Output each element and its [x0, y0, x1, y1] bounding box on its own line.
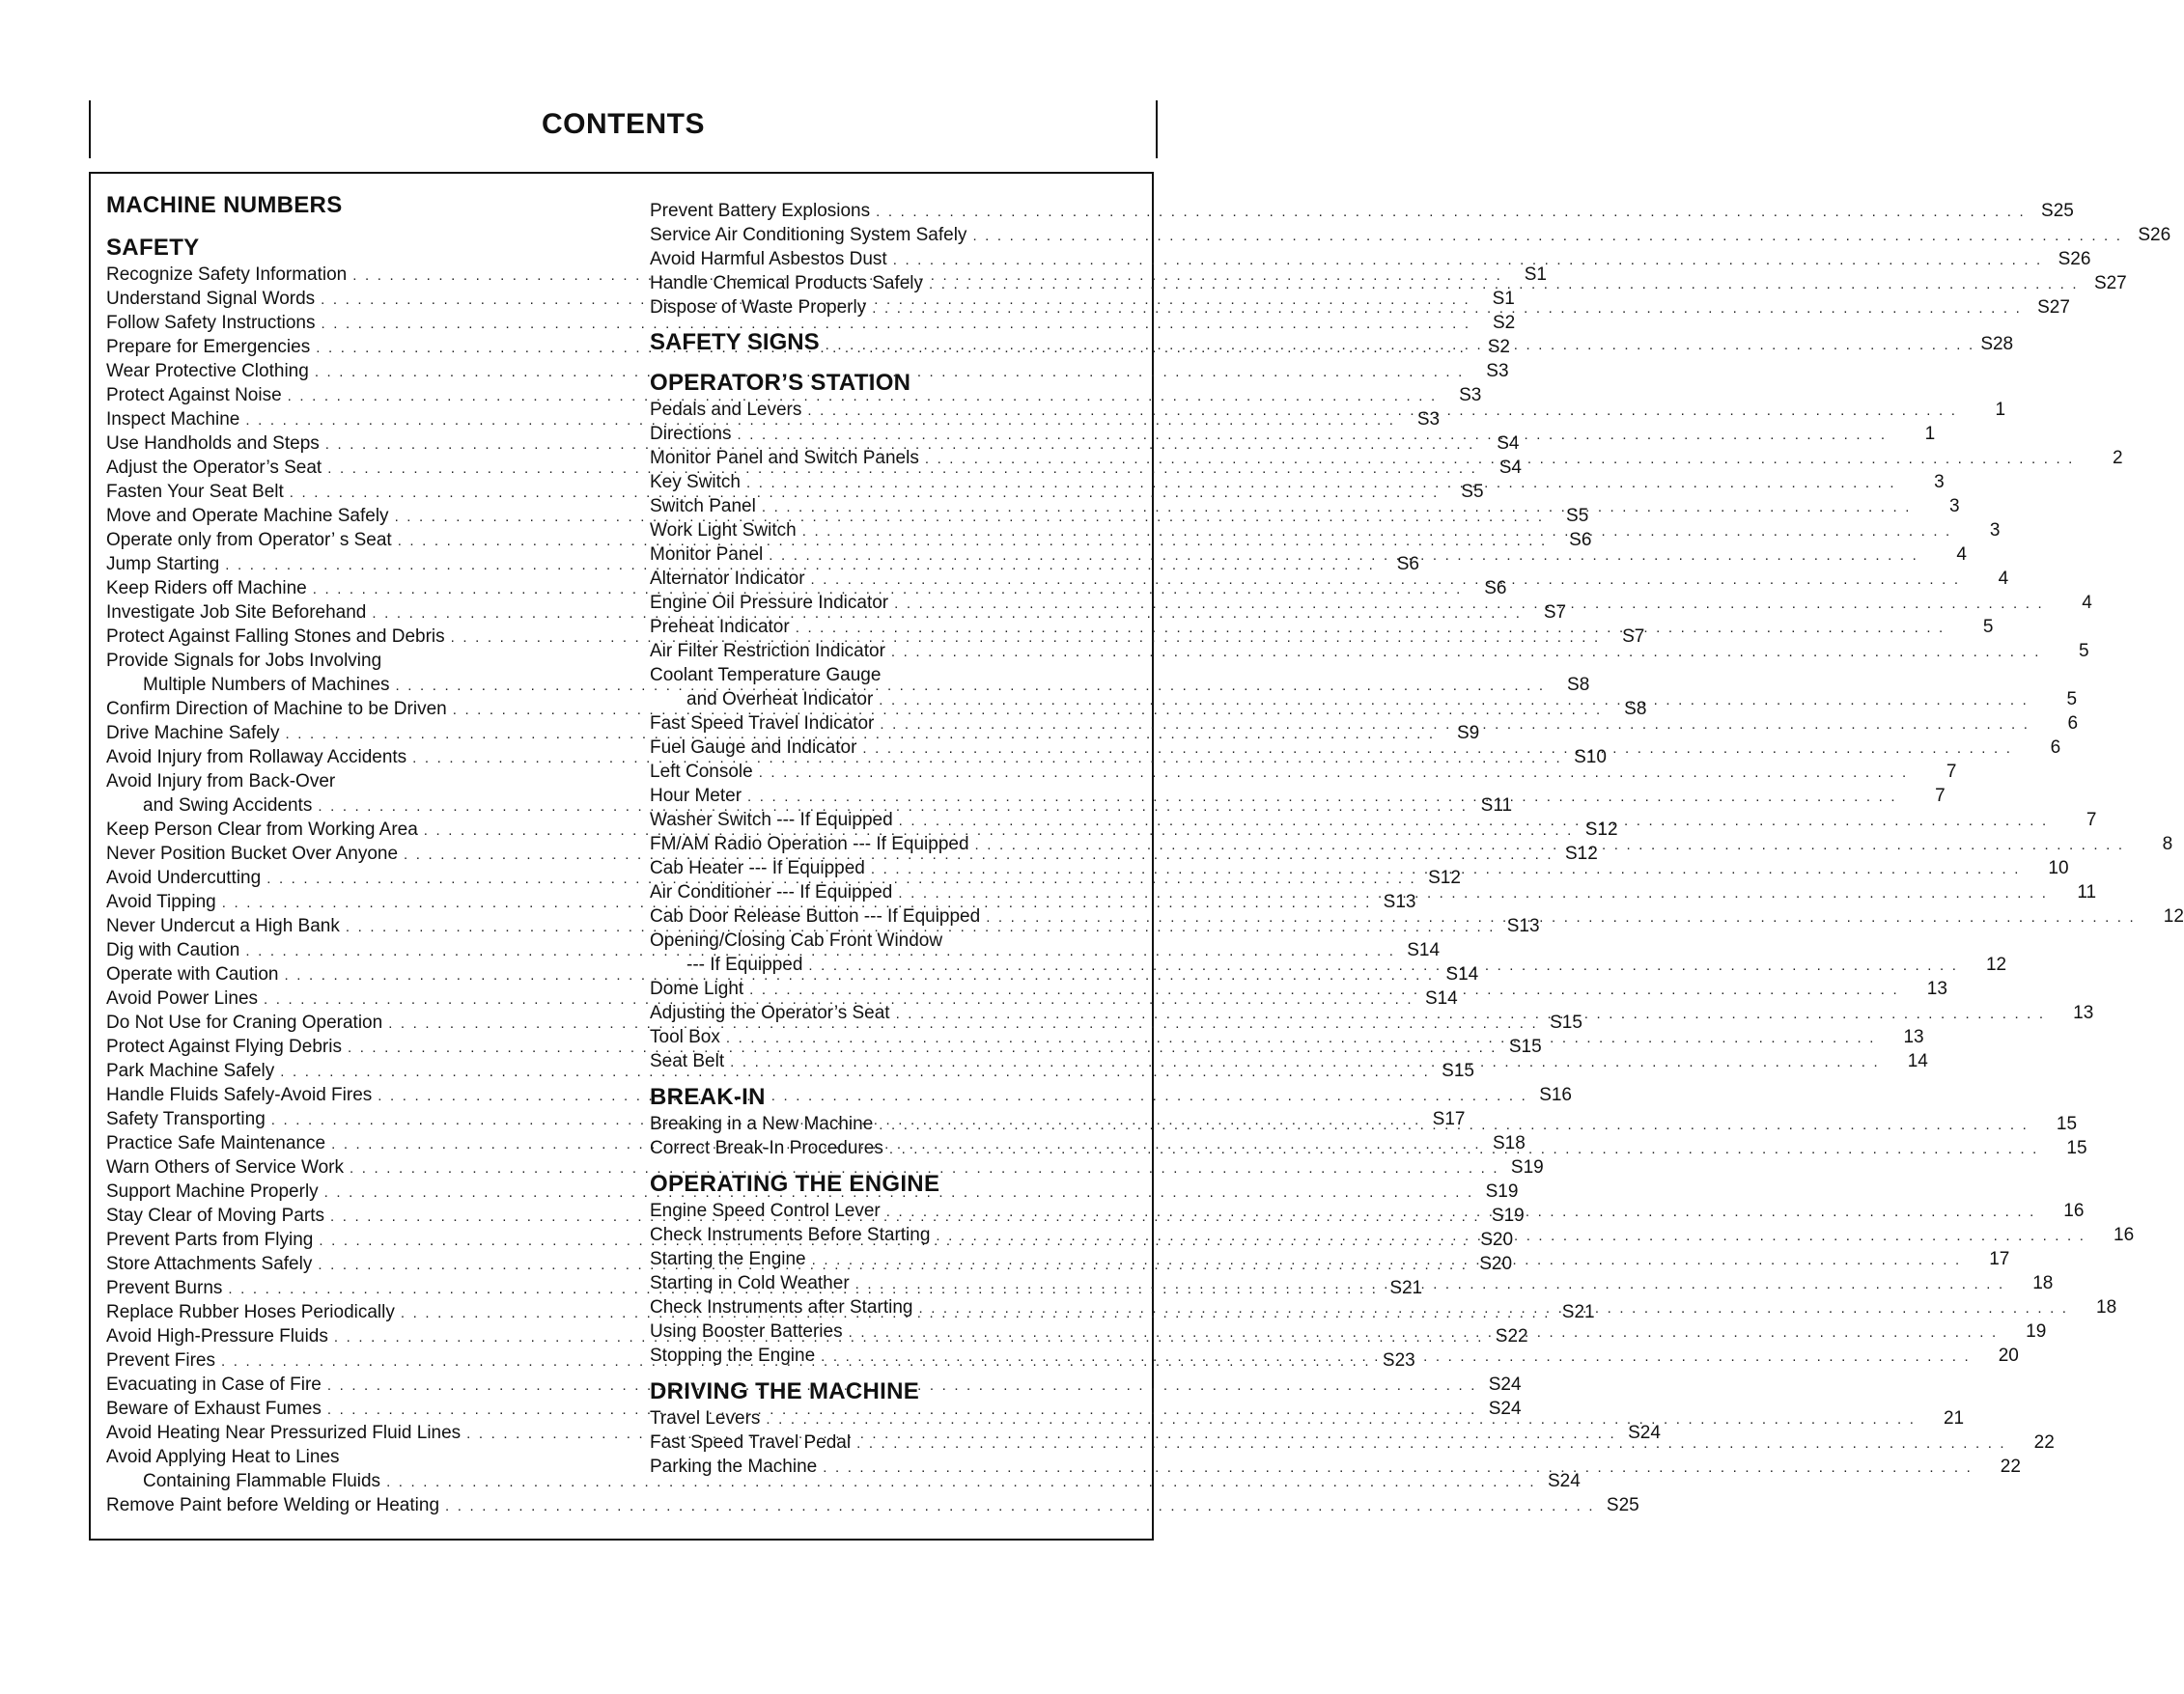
toc-entry-page: S24 [1488, 1375, 1522, 1395]
toc-entry-label[interactable]: Coolant Temperature Gauge [650, 665, 882, 685]
toc-entry-label: Starting in Cold Weather [650, 1273, 850, 1293]
toc-entry-page: S20 [1480, 1230, 1514, 1250]
toc-entry-page: 5 [2079, 641, 2089, 661]
toc-entry-label: Understand Signal Words [106, 289, 316, 309]
toc-entry-page: 13 [2073, 1003, 2094, 1023]
toc-entry-label[interactable]: Avoid Applying Heat to Lines [106, 1447, 340, 1467]
toc-entry-page: S8 [1567, 675, 1590, 695]
toc-entry-label: Air Conditioner --- If Equipped [650, 882, 893, 903]
toc-entry-label: Containing Flammable Fluids [143, 1471, 381, 1491]
dot-leader [812, 1248, 1962, 1272]
dot-leader [879, 688, 2029, 712]
dot-leader [802, 519, 1952, 543]
toc-entry-label: Parking the Machine [650, 1457, 818, 1477]
toc-entry-page: 13 [1926, 979, 1947, 999]
toc-entry-label: Prevent Parts from Flying [106, 1230, 314, 1250]
toc-entry-label: Jump Starting [106, 554, 220, 574]
toc-entry-page: 10 [2048, 858, 2069, 878]
toc-entry-page: S26 [2058, 249, 2091, 269]
dot-leader [862, 736, 2012, 761]
toc-entry-page: 3 [1989, 520, 2001, 541]
toc-entry-page: 12 [2163, 906, 2184, 927]
dot-leader [894, 592, 2044, 616]
toc-entry-page: S9 [1457, 723, 1480, 743]
toc-entry-label: Practice Safe Maintenance [106, 1133, 326, 1153]
toc-entry-page: S17 [1432, 1109, 1466, 1129]
toc-entry-label: Check Instruments after Starting [650, 1297, 913, 1318]
toc-entry-label: Fast Speed Travel Pedal [650, 1432, 852, 1453]
toc-entry-label: Avoid Heating Near Pressurized Fluid Lines [106, 1423, 462, 1443]
toc-entry-page: S26 [2138, 225, 2171, 245]
toc-entry-page: 7 [1946, 762, 1957, 782]
toc-entry-page: S25 [2041, 201, 2074, 221]
toc-entry-page: S3 [1486, 361, 1509, 381]
toc-entry-page: S18 [1492, 1133, 1526, 1153]
toc-entry-page: 5 [2066, 689, 2078, 709]
toc-entry-label: Left Console [650, 762, 753, 782]
toc-entry-label: Prevent Burns [106, 1278, 223, 1298]
toc-entry-page: S14 [1407, 940, 1441, 960]
toc-entry-remove-paint-before-welding-or-heating[interactable] [106, 1493, 1639, 1517]
toc-entry-label: Drive Machine Safely [106, 723, 280, 743]
toc-entry-label: Monitor Panel and Switch Panels [650, 448, 919, 468]
toc-entry-page: S6 [1569, 530, 1592, 550]
toc-entry-label: Fasten Your Seat Belt [106, 482, 284, 502]
dot-leader [872, 296, 2022, 320]
toc-entry-label: Alternator Indicator [650, 569, 805, 589]
dot-leader [889, 1137, 2039, 1161]
toc-entry-page: 7 [1935, 786, 1946, 806]
toc-entry-label: Operate with Caution [106, 964, 279, 985]
toc-entry-label: Washer Switch --- If Equipped [650, 810, 893, 830]
toc-entry-label: Monitor Panel [650, 544, 764, 565]
dot-leader [986, 905, 2136, 930]
toc-entry-label: Warn Others of Service Work [106, 1157, 345, 1178]
toc-entry-page: 6 [2050, 737, 2061, 758]
toc-entry-label: Prepare for Emergencies [106, 337, 311, 357]
dot-leader [826, 333, 1975, 357]
toc-entry-page: 1 [1924, 424, 1936, 444]
dot-leader [726, 1026, 1876, 1050]
toc-entry-label: Store Attachments Safely [106, 1254, 313, 1274]
toc-entry-label: Park Machine Safely [106, 1061, 275, 1081]
toc-entry-follow-safety-instructions[interactable] [106, 311, 1516, 335]
toc-entry-page: S15 [1442, 1061, 1474, 1081]
dot-leader [879, 1113, 2029, 1137]
dot-leader [876, 200, 2026, 224]
toc-entry-label: Move and Operate Machine Safely [106, 506, 389, 526]
toc-entry-label: Avoid Power Lines [106, 988, 259, 1009]
dot-leader [886, 1200, 2036, 1224]
toc-entry-label: Confirm Direction of Machine to be Driven [106, 699, 447, 719]
section-heading-driving-the-machine: DRIVING THE MACHINE [650, 1378, 920, 1404]
toc-entry-page: S3 [1416, 409, 1441, 430]
toc-entry-label: Engine Oil Pressure Indicator [650, 593, 889, 613]
toc-entry-label: Key Switch [650, 472, 741, 492]
dot-leader [759, 761, 1909, 785]
toc-entry-label: Correct Break-In Procedures [650, 1138, 883, 1158]
toc-entry-page: S15 [1508, 1037, 1542, 1057]
toc-entry-label: Protect Against Noise [106, 385, 282, 405]
toc-entry-page: 18 [2032, 1273, 2054, 1293]
dot-leader [730, 1050, 1880, 1074]
toc-entry-page: S12 [1584, 819, 1618, 840]
toc-entry-page: S3 [1459, 385, 1482, 405]
dot-leader [821, 1345, 1971, 1369]
toc-entry-label: Using Booster Batteries [650, 1321, 843, 1342]
toc-entry-avoid-applying-heat-to-lines[interactable] [106, 1469, 1581, 1493]
toc-entry-page: 16 [2114, 1225, 2135, 1245]
toc-entry-label: Service Air Conditioning System Safely [650, 225, 967, 245]
toc-entry-label: Avoid Undercutting [106, 868, 262, 888]
toc-entry-page: S19 [1491, 1206, 1525, 1226]
toc-entry-label: Adjust the Operator’s Seat [106, 458, 322, 478]
toc-entry-page: S20 [1479, 1254, 1513, 1274]
toc-entry-label: Avoid Harmful Asbestos Dust [650, 249, 887, 269]
toc-entry-label: Investigate Job Site Beforehand [106, 602, 367, 623]
toc-entry-label: Never Undercut a High Bank [106, 916, 340, 936]
toc-entry-page: S19 [1485, 1181, 1519, 1202]
toc-entry-label: Protect Against Falling Stones and Debris [106, 626, 445, 647]
toc-entry-page: S6 [1396, 554, 1419, 574]
toc-entry-label: Handle Fluids Safely-Avoid Fires [106, 1085, 373, 1105]
toc-entry-page: 13 [1903, 1027, 1924, 1047]
toc-entry-label: Prevent Fires [106, 1350, 215, 1371]
toc-entry-avoid-harmful-asbestos-dust[interactable] [650, 247, 2091, 271]
toc-entry-label[interactable]: Provide Signals for Jobs Involving [106, 651, 382, 671]
dot-leader [747, 785, 1897, 809]
toc-entry-page: S1 [1492, 289, 1515, 309]
toc-entry-label: --- If Equipped [686, 955, 803, 975]
toc-entry-page: S24 [1628, 1423, 1661, 1443]
toc-entry-page: 15 [2056, 1114, 2078, 1134]
toc-entry-label: Avoid High-Pressure Fluids [106, 1326, 328, 1347]
toc-entry-page: 5 [1982, 617, 1994, 637]
toc-entry-label: Do Not Use for Craning Operation [106, 1013, 383, 1033]
dot-leader [975, 833, 2125, 857]
toc-entry-page: S25 [1606, 1495, 1639, 1515]
toc-entry-label: Evacuating in Case of Fire [106, 1375, 322, 1395]
dot-leader [445, 1494, 1595, 1518]
toc-entry-label: Multiple Numbers of Machines [143, 675, 390, 695]
toc-entry-label: Replace Rubber Hoses Periodically [106, 1302, 395, 1322]
dot-leader [746, 471, 1896, 495]
toc-entry-page: S21 [1389, 1278, 1423, 1298]
toc-entry-label: Stay Clear of Moving Parts [106, 1206, 324, 1226]
toc-entry-page: S4 [1498, 458, 1522, 478]
safety-signs-label: SAFETY SIGNS [650, 329, 820, 355]
toc-entry-page: 14 [1907, 1051, 1928, 1071]
toc-entry-label: Follow Safety Instructions [106, 313, 316, 333]
toc-entry-label: Cab Door Release Button --- If Equipped [650, 906, 981, 927]
dot-leader [749, 978, 1899, 1002]
toc-entry-label: and Overheat Indicator [686, 689, 874, 709]
toc-entry-label: Engine Speed Control Lever [650, 1201, 881, 1221]
section-heading-break-in: BREAK-IN [650, 1084, 766, 1110]
toc-entry-page: S12 [1428, 868, 1461, 888]
toc-entry-label: Adjusting the Operator’s Seat [650, 1003, 890, 1023]
section-heading-machine-numbers: MACHINE NUMBERS [106, 192, 343, 218]
toc-entry-label: Dome Light [650, 979, 744, 999]
toc-entry-label: Hour Meter [650, 786, 742, 806]
dot-leader [871, 857, 2021, 881]
toc-entry-page: 4 [2082, 593, 2092, 613]
toc-entry-page: 17 [1989, 1249, 2010, 1269]
page-title: CONTENTS [542, 108, 705, 140]
section-heading-operating-the-engine: OPERATING THE ENGINE [650, 1171, 940, 1197]
toc-entry-page: 8 [2162, 834, 2173, 854]
toc-entry-label: Pedals and Levers [650, 400, 802, 420]
toc-entry-label[interactable]: Avoid Injury from Back-Over [106, 771, 336, 791]
dot-leader [880, 712, 2030, 736]
toc-entry-label: Prevent Battery Explosions [650, 201, 871, 221]
dot-leader [766, 1407, 1916, 1431]
toc-entry-page: 7 [2086, 810, 2097, 830]
toc-entry-label: Breaking in a New Machine [650, 1114, 874, 1134]
toc-entry-label: Air Filter Restriction Indicator [650, 641, 885, 661]
toc-entry-label: Directions [650, 424, 732, 444]
toc-entry-page: S6 [1484, 578, 1507, 598]
dot-leader [893, 248, 2043, 272]
toc-entry-page: S13 [1506, 916, 1540, 936]
toc-entry-page: S22 [1495, 1326, 1528, 1347]
toc-entry-page: S24 [1547, 1471, 1581, 1491]
toc-entry-page: S21 [1561, 1302, 1595, 1322]
toc-entry-page: 18 [2096, 1297, 2117, 1318]
toc-entry-page: S7 [1543, 602, 1567, 623]
toc-entry-label: Beware of Exhaust Fumes [106, 1399, 322, 1419]
dot-leader [762, 495, 1912, 519]
dot-leader [823, 1456, 1973, 1480]
toc-entry-page: S11 [1480, 795, 1513, 816]
toc-entry-page: S5 [1461, 482, 1484, 502]
toc-entry-page: S2 [1492, 313, 1516, 333]
section-heading-safety: SAFETY [106, 235, 200, 261]
toc-entry-label: Support Machine Properly [106, 1181, 319, 1202]
toc-entry-label: Switch Panel [650, 496, 756, 516]
dot-leader [925, 447, 2075, 471]
dot-leader [918, 1296, 2068, 1320]
toc-entry-page: 20 [1998, 1346, 2019, 1366]
toc-entry-label: Work Light Switch [650, 520, 797, 541]
toc-entry-page: S23 [1382, 1350, 1415, 1371]
toc-entry-page: 4 [1956, 544, 1967, 565]
toc-entry-label: Safety Transporting [106, 1109, 266, 1129]
dot-leader [899, 809, 2049, 833]
toc-entry-page: 3 [1948, 496, 1960, 516]
toc-entry-label: Operate only from Operator’ s Seat [106, 530, 392, 550]
toc-entry-label: and Swing Accidents [143, 795, 313, 816]
toc-entry-service-air-conditioning-system-safely[interactable] [650, 223, 2171, 247]
toc-entry-label: Remove Paint before Welding or Heating [106, 1495, 440, 1515]
toc-entry-page: 19 [2026, 1321, 2047, 1342]
toc-entry-page: 1 [1995, 400, 2006, 420]
toc-entry-page: S7 [1622, 626, 1645, 647]
toc-entry-page: 21 [1943, 1408, 1965, 1429]
toc-entry-page: S13 [1383, 892, 1416, 912]
toc-entry-safety-signs[interactable] [650, 329, 2014, 357]
toc-entry-label: Dig with Caution [106, 940, 240, 960]
toc-entry-label: Avoid Injury from Rollaway Accidents [106, 747, 407, 767]
toc-entry-page: 12 [1985, 955, 2007, 975]
toc-entry-page: S24 [1488, 1399, 1522, 1419]
toc-entry-page: S27 [2037, 297, 2070, 318]
toc-entry-air-filter-restriction-indicator[interactable] [650, 639, 2089, 663]
toc-entry-label: Use Handholds and Steps [106, 433, 320, 454]
toc-entry-label: Avoid Tipping [106, 892, 216, 912]
toc-entry-label: Keep Person Clear from Working Area [106, 819, 418, 840]
toc-entry-label: Starting the Engine [650, 1249, 806, 1269]
toc-entry-label: Seat Belt [650, 1051, 725, 1071]
toc-entry-label: Stopping the Engine [650, 1346, 816, 1366]
toc-entry-page: S5 [1566, 506, 1589, 526]
toc-entry-label: Wear Protective Clothing [106, 361, 309, 381]
toc-entry-left-console[interactable] [650, 760, 1957, 784]
toc-entry-page: 15 [2066, 1138, 2087, 1158]
toc-entry-page: 11 [2077, 882, 2097, 903]
toc-entry-warn-others-of-service-work[interactable] [106, 1155, 1544, 1180]
dot-leader [737, 423, 1887, 447]
toc-entry-page: S1 [1524, 264, 1547, 285]
toc-entry-page: 16 [2063, 1201, 2085, 1221]
dot-leader [898, 881, 2048, 905]
toc-entry-page: S16 [1539, 1085, 1572, 1105]
dot-leader [896, 1002, 2046, 1026]
toc-entry-page: 6 [2067, 713, 2079, 734]
toc-entry-label: Recognize Safety Information [106, 264, 348, 285]
toc-entry-label: Never Position Bucket Over Anyone [106, 844, 399, 864]
toc-entry-label: Check Instruments Before Starting [650, 1225, 931, 1245]
toc-entry-label: Cab Heater --- If Equipped [650, 858, 865, 878]
toc-entry-label: Tool Box [650, 1027, 720, 1047]
toc-entry-page: S10 [1574, 747, 1607, 767]
dot-leader [807, 399, 1957, 423]
dot-leader [811, 568, 1961, 592]
toc-entry-label: Preheat Indicator [650, 617, 790, 637]
dot-leader [856, 1431, 2006, 1456]
toc-entry-page: S27 [2093, 273, 2127, 293]
dot-leader [972, 224, 2122, 248]
safety-signs-page: S28 [1980, 334, 2014, 354]
toc-entry-page: S4 [1497, 433, 1520, 454]
toc-entry-page: S15 [1550, 1013, 1582, 1033]
dot-leader [936, 1224, 2086, 1248]
toc-entry-prevent-battery-explosions[interactable] [650, 199, 2074, 223]
toc-entry-label: Handle Chemical Products Safely [650, 273, 924, 293]
toc-entry-page: 2 [2112, 448, 2123, 468]
toc-entry-label: Inspect Machine [106, 409, 240, 430]
toc-entry-page: 4 [1998, 569, 2009, 589]
toc-entry-label: Dispose of Waste Properly [650, 297, 867, 318]
section-heading-operator-s-station: OPERATOR’S STATION [650, 370, 911, 396]
dot-leader [769, 543, 1918, 568]
toc-entry-label: Fast Speed Travel Indicator [650, 713, 875, 734]
toc-entry-page: S14 [1445, 964, 1479, 985]
toc-entry-label: Protect Against Flying Debris [106, 1037, 342, 1057]
dot-leader [849, 1320, 1999, 1345]
toc-entry-page: 3 [1934, 472, 1945, 492]
dot-leader [855, 1272, 2005, 1296]
toc-entry-label: Fuel Gauge and Indicator [650, 737, 857, 758]
toc-entry-parking-the-machine[interactable] [650, 1455, 2021, 1479]
toc-entry-page: S2 [1487, 337, 1510, 357]
dot-leader [929, 272, 2079, 296]
contents-box [89, 172, 2184, 1541]
dot-leader [796, 616, 1946, 640]
dot-leader [891, 640, 2041, 664]
toc-entry-page: S8 [1624, 699, 1647, 719]
toc-entry-page: S12 [1564, 844, 1598, 864]
toc-entry-label: Travel Levers [650, 1408, 761, 1429]
dot-leader [808, 954, 1958, 978]
toc-entry-label: Keep Riders off Machine [106, 578, 307, 598]
toc-entry-page: 22 [2000, 1457, 2021, 1477]
toc-entry-page: 22 [2033, 1432, 2055, 1453]
toc-entry-label: FM/AM Radio Operation --- If Equipped [650, 834, 969, 854]
toc-entry-page: S14 [1424, 988, 1458, 1009]
toc-entry-page: S19 [1510, 1157, 1544, 1178]
toc-entry-label[interactable]: Opening/Closing Cab Front Window [650, 930, 943, 951]
